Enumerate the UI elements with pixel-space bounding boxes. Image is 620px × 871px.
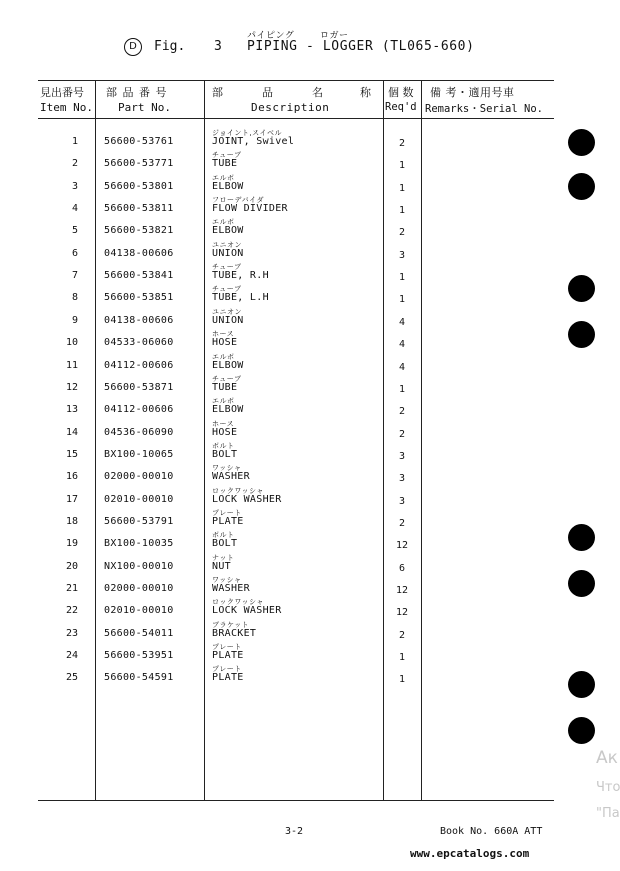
header-desc-jp-3: 名 xyxy=(312,86,323,99)
item-number: 22 xyxy=(65,605,78,617)
description: TUBE, L.H xyxy=(212,292,269,304)
binder-hole xyxy=(568,173,595,200)
item-number: 9 xyxy=(71,314,78,326)
quantity: 2 xyxy=(398,428,406,440)
header-qty-jp: 個 数 xyxy=(388,86,414,99)
item-number: 25 xyxy=(65,672,78,684)
description: TUBE xyxy=(212,381,238,393)
page-number: 3-2 xyxy=(285,826,304,837)
watermark-line-2: Что xyxy=(596,780,620,795)
title-kana-logger: ロガー xyxy=(320,31,349,41)
description-kana: ブラケット xyxy=(212,620,250,629)
quantity: 4 xyxy=(398,339,406,351)
part-number: BX100-10065 xyxy=(104,448,174,460)
description: UNION xyxy=(212,247,244,259)
description-kana: エルボ xyxy=(212,173,235,182)
quantity: 4 xyxy=(398,361,406,373)
table-row xyxy=(0,664,620,686)
quantity: 3 xyxy=(398,495,406,507)
table-row xyxy=(0,553,620,575)
description: ELBOW xyxy=(212,180,244,192)
table-row xyxy=(0,396,620,418)
table-row xyxy=(0,374,620,396)
quantity: 2 xyxy=(398,629,406,641)
header-desc-jp-2: 品 xyxy=(262,86,273,99)
description-kana: ジョイント,スイベル xyxy=(212,129,282,137)
item-number: 11 xyxy=(65,359,78,371)
description-kana: ホース xyxy=(212,330,235,339)
part-number: 56600-53871 xyxy=(104,381,174,393)
part-number: 56600-53841 xyxy=(104,270,174,282)
description: LOCK WASHER xyxy=(212,605,282,617)
item-number: 23 xyxy=(65,627,78,639)
quantity: 1 xyxy=(398,182,406,194)
table-row xyxy=(0,486,620,508)
part-number: 04533-06060 xyxy=(104,337,174,349)
part-number: 56600-54011 xyxy=(104,627,174,639)
description: FLOW DIVIDER xyxy=(212,203,288,215)
binder-hole xyxy=(568,321,595,348)
description-kana: チューブ xyxy=(212,285,242,294)
header-part-en: Part No. xyxy=(118,101,171,114)
description: TUBE xyxy=(212,158,238,170)
quantity: 2 xyxy=(398,517,406,529)
quantity: 1 xyxy=(398,383,406,395)
description-kana: エルボ xyxy=(212,218,235,227)
part-number: 04112-00606 xyxy=(104,359,174,371)
quantity: 3 xyxy=(398,249,406,261)
quantity: 1 xyxy=(398,205,406,217)
item-number: 24 xyxy=(65,650,78,662)
table-row xyxy=(0,597,620,619)
item-number: 10 xyxy=(65,337,78,349)
description-kana: ユニオン xyxy=(212,240,242,249)
binder-hole xyxy=(568,717,595,744)
item-number: 19 xyxy=(65,538,78,550)
quantity: 1 xyxy=(398,160,406,172)
title-kana-piping: パイピング xyxy=(247,31,295,41)
header-remarks-jp: 備 考・適用号車 xyxy=(430,86,515,99)
part-number: 56600-53821 xyxy=(104,225,174,237)
watermark-line-1: Ак xyxy=(596,748,618,768)
description: HOSE xyxy=(212,426,238,438)
item-number: 15 xyxy=(65,448,78,460)
binder-hole xyxy=(568,570,595,597)
description: NUT xyxy=(212,560,231,572)
quantity: 12 xyxy=(395,585,409,596)
item-number: 2 xyxy=(71,158,78,170)
header-part-jp: 部 品 番 号 xyxy=(106,86,168,99)
description: WASHER xyxy=(212,583,250,594)
description-kana: ロックワッシャ xyxy=(212,598,264,607)
quantity: 3 xyxy=(398,473,406,485)
quantity: 1 xyxy=(398,294,406,306)
quantity: 2 xyxy=(398,227,406,239)
header-desc-en: Description xyxy=(251,101,330,114)
header-remarks-en: Remarks・Serial No. xyxy=(425,103,543,115)
description: HOSE xyxy=(212,337,238,349)
fig-label: Fig. xyxy=(154,39,186,54)
item-number: 21 xyxy=(65,583,78,594)
item-number: 17 xyxy=(65,493,78,505)
item-number: 7 xyxy=(71,270,78,282)
part-number: 02010-00010 xyxy=(104,605,174,617)
description: BRACKET xyxy=(212,627,257,639)
description: TUBE, R.H xyxy=(212,270,269,282)
table-row xyxy=(0,284,620,306)
description: WASHER xyxy=(212,471,250,483)
table-row xyxy=(0,307,620,329)
description: LOCK WASHER xyxy=(212,493,282,505)
description: JOINT, Swivel xyxy=(212,136,295,147)
binder-hole xyxy=(568,671,595,698)
description: BOLT xyxy=(212,448,238,460)
part-number: 02000-00010 xyxy=(104,583,174,594)
item-number: 5 xyxy=(71,225,78,237)
quantity: 2 xyxy=(398,138,406,149)
description-kana: ワッシャ xyxy=(212,576,242,584)
item-number: 14 xyxy=(65,426,78,438)
table-row xyxy=(0,508,620,530)
description: BOLT xyxy=(212,538,238,550)
part-number: BX100-10035 xyxy=(104,538,174,550)
figure-circle-letter: D xyxy=(124,38,142,56)
part-number: 02010-00010 xyxy=(104,493,174,505)
quantity: 1 xyxy=(398,652,406,664)
table-row xyxy=(0,530,620,552)
quantity: 12 xyxy=(395,540,409,552)
table-row xyxy=(0,419,620,441)
header-desc-jp-4: 称 xyxy=(360,86,371,99)
header-item-jp: 見出番号 xyxy=(40,86,84,99)
table-row xyxy=(0,575,620,597)
table-row xyxy=(0,620,620,642)
fig-number: 3 xyxy=(214,39,222,54)
part-number: 56600-54591 xyxy=(104,672,174,684)
table-row xyxy=(0,217,620,239)
part-number: 04536-06090 xyxy=(104,426,174,438)
header-bottom-rule xyxy=(38,118,554,119)
description-kana: エルボ xyxy=(212,352,235,361)
part-number: 04138-00606 xyxy=(104,247,174,259)
description-kana: ボルト xyxy=(212,441,235,450)
description: ELBOW xyxy=(212,225,244,237)
part-number: NX100-00010 xyxy=(104,560,174,572)
part-number: 02000-00010 xyxy=(104,471,174,483)
description-kana: フローデバイダ xyxy=(212,196,265,205)
description-kana: チューブ xyxy=(212,151,242,160)
binder-hole xyxy=(568,129,595,156)
quantity: 3 xyxy=(398,450,406,462)
description-kana: ナット xyxy=(212,553,235,562)
quantity: 2 xyxy=(398,406,406,418)
header-item-en: Item No. xyxy=(40,101,93,114)
description-kana: ホース xyxy=(212,419,235,428)
table-row xyxy=(0,195,620,217)
part-number: 56600-53811 xyxy=(104,203,174,215)
table-row xyxy=(0,352,620,374)
item-number: 13 xyxy=(65,404,78,416)
description-kana: プレート xyxy=(212,508,242,517)
table-row xyxy=(0,463,620,485)
table-row xyxy=(0,173,620,195)
description: UNION xyxy=(212,314,244,326)
header-desc-jp-1: 部 xyxy=(212,86,223,99)
description: PLATE xyxy=(212,672,244,684)
table-row xyxy=(0,441,620,463)
book-number: Book No. 660A ATT xyxy=(440,826,543,837)
description-kana: プレート xyxy=(212,643,242,652)
binder-hole xyxy=(568,524,595,551)
item-number: 12 xyxy=(65,381,78,393)
description-kana: ワッシャ xyxy=(212,464,242,473)
part-number: 56600-53761 xyxy=(104,136,174,147)
part-number: 56600-53801 xyxy=(104,180,174,192)
quantity: 1 xyxy=(398,272,406,284)
table-row xyxy=(0,262,620,284)
table-bottom-rule xyxy=(38,800,554,801)
quantity: 1 xyxy=(398,674,406,686)
description: ELBOW xyxy=(212,404,244,416)
description-kana: エルボ xyxy=(212,397,235,406)
description: PLATE xyxy=(212,515,244,527)
quantity: 4 xyxy=(398,316,406,328)
part-number: 56600-53951 xyxy=(104,650,174,662)
watermark-line-3: "Па xyxy=(596,806,620,821)
item-number: 8 xyxy=(71,292,78,304)
table-row xyxy=(0,329,620,351)
description: ELBOW xyxy=(212,359,244,371)
item-number: 18 xyxy=(65,515,78,527)
description-kana: チューブ xyxy=(212,374,242,383)
item-number: 4 xyxy=(71,203,78,215)
item-number: 16 xyxy=(65,471,78,483)
part-number: 56600-53791 xyxy=(104,515,174,527)
item-number: 20 xyxy=(65,560,78,572)
item-number: 1 xyxy=(71,136,78,147)
description-kana: プレート xyxy=(212,665,242,674)
table-row xyxy=(0,128,620,150)
table-row xyxy=(0,150,620,172)
description: PLATE xyxy=(212,650,244,662)
item-number: 3 xyxy=(71,180,78,192)
part-number: 56600-53771 xyxy=(104,158,174,170)
item-number: 6 xyxy=(71,247,78,259)
part-number: 56600-53851 xyxy=(104,292,174,304)
quantity: 12 xyxy=(395,607,409,619)
table-row xyxy=(0,240,620,262)
quantity: 6 xyxy=(398,562,406,574)
description-kana: ロックワッシャ xyxy=(212,486,264,495)
description-kana: チューブ xyxy=(212,263,242,272)
table-top-rule xyxy=(38,80,554,81)
part-number: 04138-00606 xyxy=(104,314,174,326)
part-number: 04112-00606 xyxy=(104,404,174,416)
header-qty-en: Req'd xyxy=(385,101,417,113)
description-kana: ユニオン xyxy=(212,307,242,316)
site-link[interactable]: www.epcatalogs.com xyxy=(410,847,530,860)
description-kana: ボルト xyxy=(212,531,235,540)
table-row xyxy=(0,642,620,664)
page-title: PIPING - LOGGER (TL065-660) xyxy=(247,39,475,54)
binder-hole xyxy=(568,275,595,302)
